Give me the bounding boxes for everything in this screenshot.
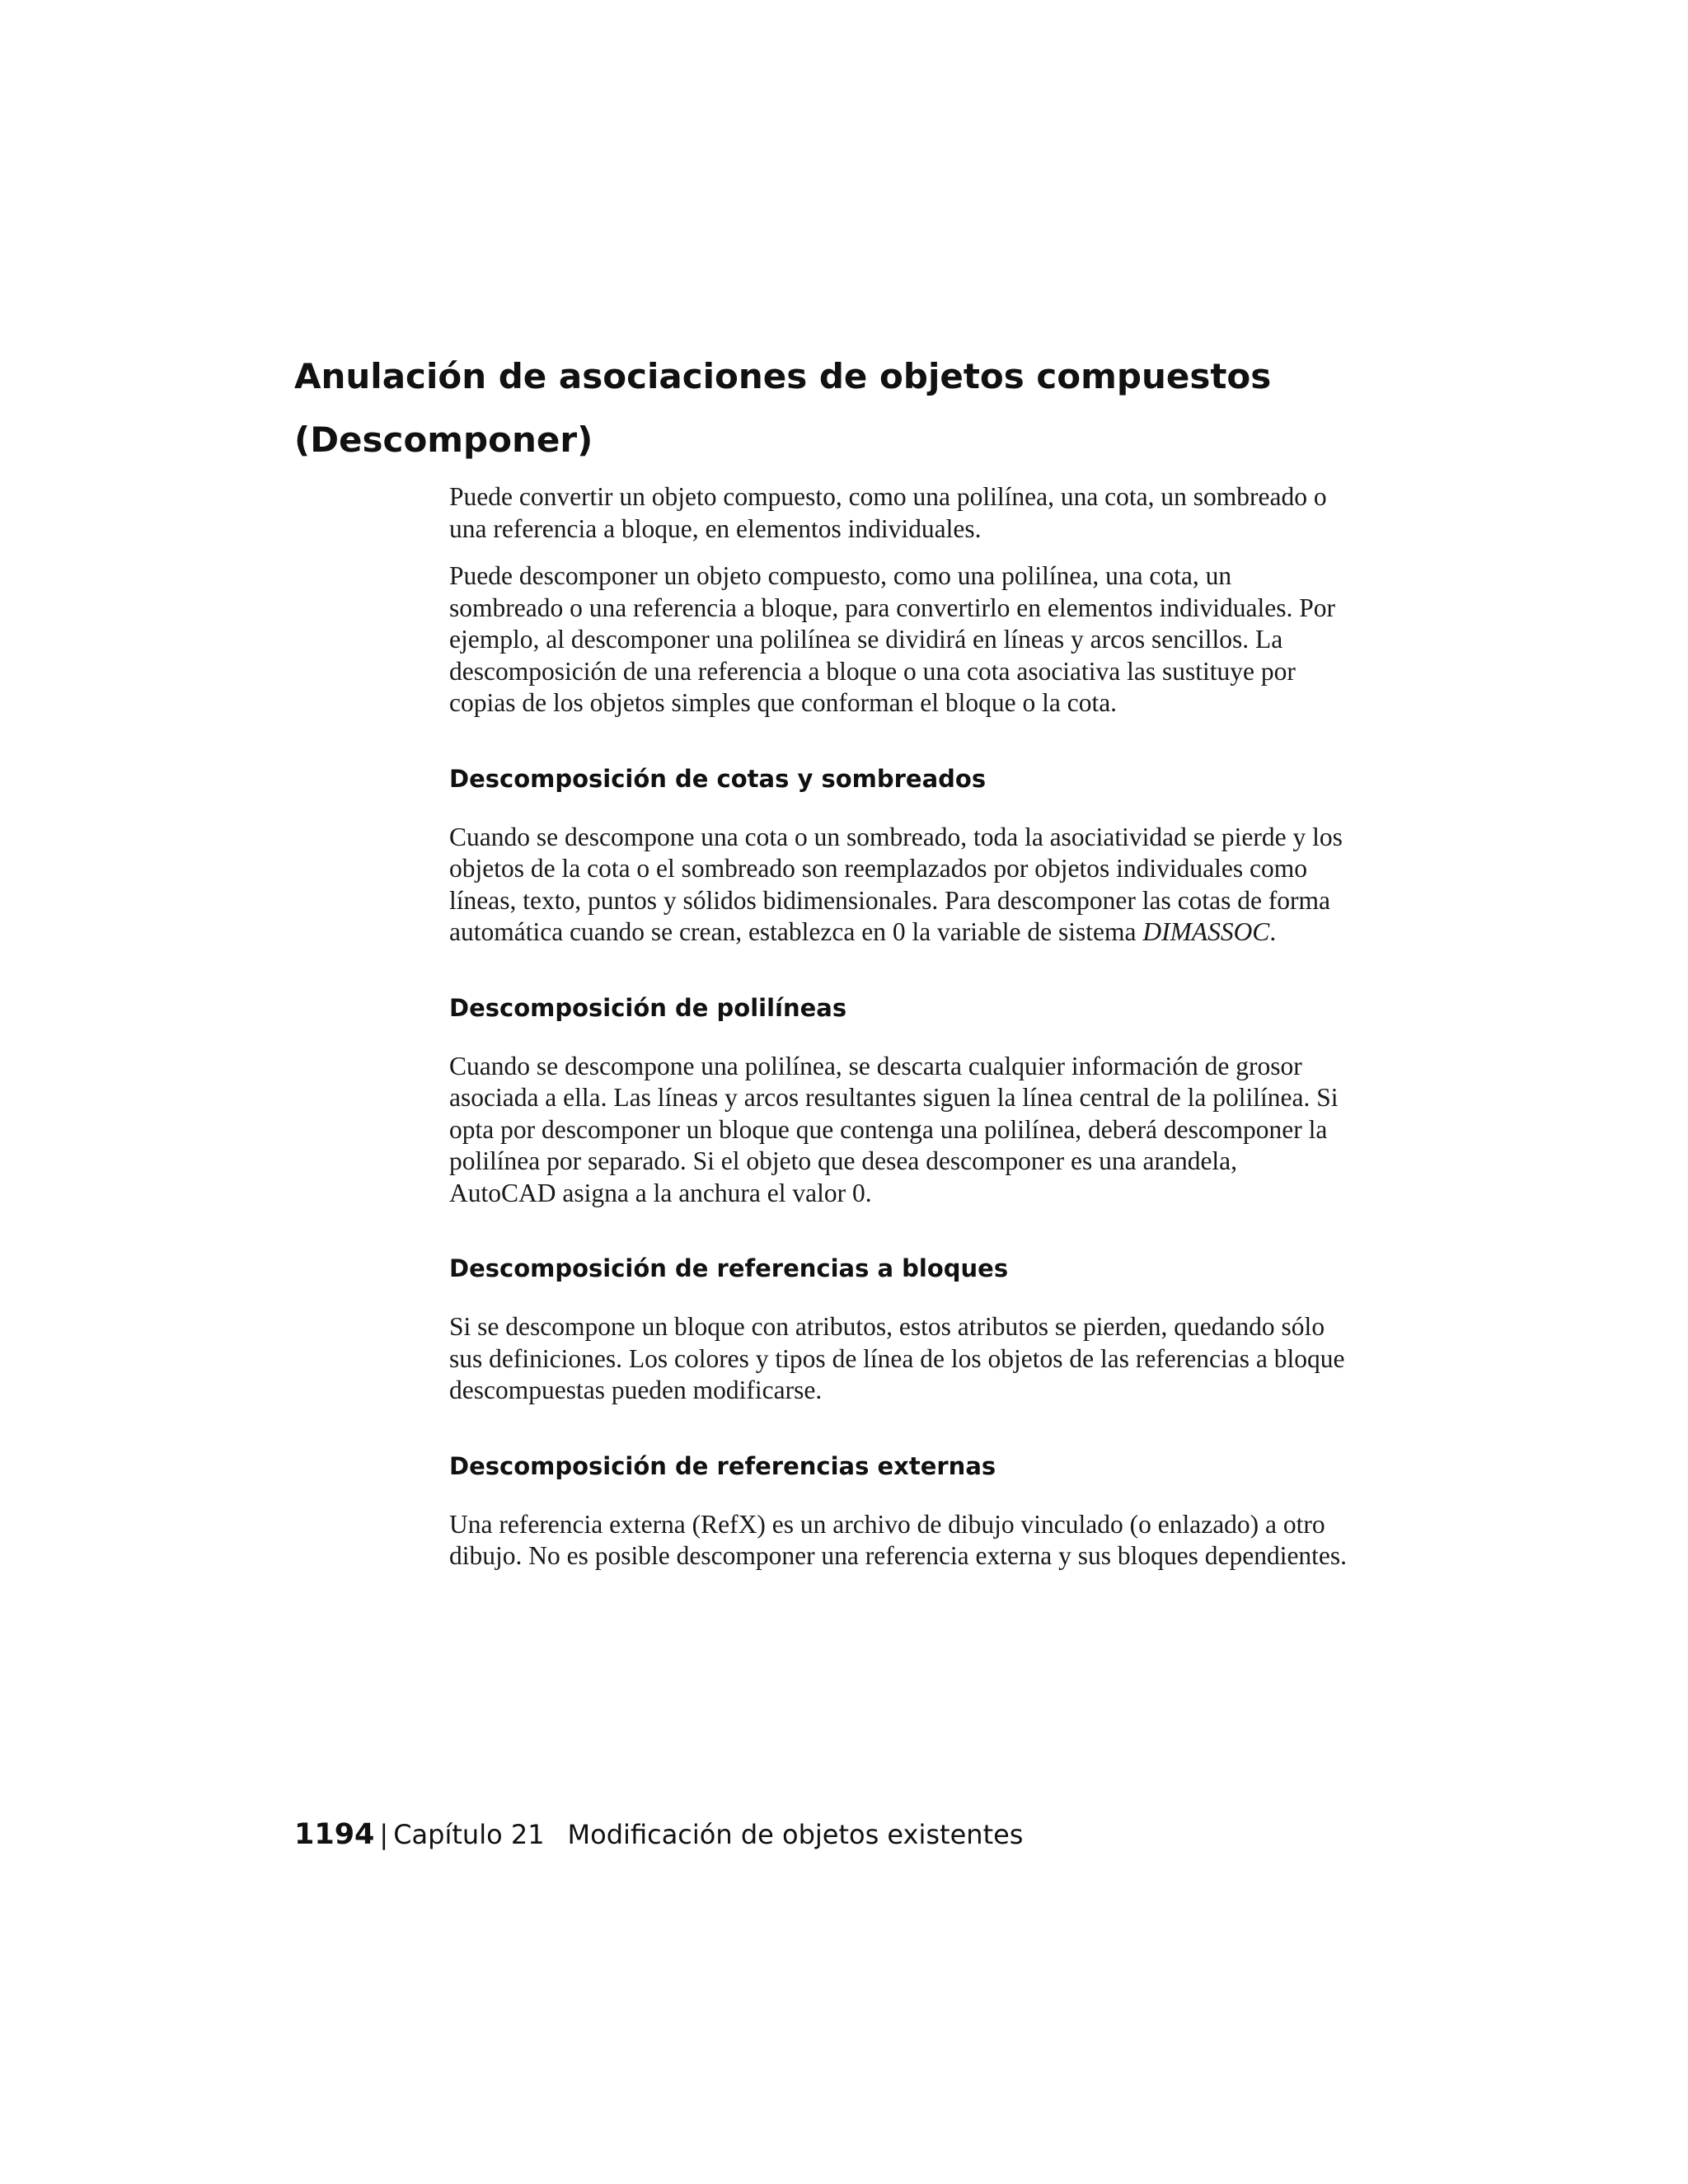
page-title-line-2: (Descomponer) — [294, 419, 593, 460]
page-footer — [294, 1816, 1023, 1853]
footer-separator: | — [379, 1819, 389, 1850]
section-text-polilineas: Cuando se descompone una polilínea, se descarta cualquier información de grosor asociada a ella. Las líneas y arcos resultantes siguen la línea central de la polilínea. Si opta por descomponer un bloque que contenga una polilínea, deberá descomponer la polilínea por separado. Si el objeto que desea descomponer es una arandela, AutoCAD asigna a la anchura el valor 0. — [449, 1051, 1339, 1207]
chapter-title: Modificación de objetos existentes — [567, 1819, 1024, 1850]
section-heading-bloques: Descomposición de referencias a bloques — [449, 1254, 1009, 1282]
page-number: 1194 — [294, 1818, 375, 1851]
intro-detail-paragraph: Puede descomponer un objeto compuesto, como una polilínea, una cota, un sombreado o una referencia a bloque, para convertirlo en elementos individuales. Por ejemplo, al descomponer una polilínea se dividirá en líneas y arcos sencillos. La descomposición de una referencia a bloque o una cota asociativa las sustituye por copias de los objetos simples que conforman el bloque o la cota. — [449, 561, 1335, 717]
section-text-cotas-body: Cuando se descompone una cota o un sombreado, toda la asociatividad se pierde y los objetos de la cota o el sombreado son reemplazados por objetos individuales como líneas, texto, puntos y sólidos bidimensionales. Para descomponer las cotas de forma automática cuando se crean, establezca en 0 la variable de sistema — [449, 822, 1343, 946]
page-title-line-1: Anulación de asociaciones de objetos compuestos — [294, 356, 1272, 396]
intro-paragraph: Puede convertir un objeto compuesto, como una polilínea, una cota, un sombreado o una referencia a bloque, en elementos individuales. — [449, 482, 1327, 543]
section-text-bloques: Si se descompone un bloque con atributos, estos atributos se pierden, quedando sólo sus definiciones. Los colores y tipos de línea de los objetos de las referencias a bloque descompuestas pueden modificarse. — [449, 1312, 1345, 1404]
section-heading-polilineas: Descomposición de polilíneas — [449, 993, 847, 1022]
section-text-refx: Una referencia externa (RefX) es un archivo de dibujo vinculado (o enlazado) a otro dibujo. No es posible descomponer una referencia externa y sus bloques dependientes. — [449, 1509, 1348, 1570]
chapter-label: Capítulo 21 — [393, 1819, 545, 1850]
main-content — [449, 481, 1348, 1572]
page-title — [294, 344, 1366, 471]
section-heading-refx: Descomposición de referencias externas — [449, 1451, 996, 1480]
section-text-cotas — [449, 822, 1348, 949]
section-text-cotas-end: . — [1269, 917, 1277, 946]
system-variable-name: DIMASSOC — [1142, 917, 1270, 946]
section-heading-cotas: Descomposición de cotas y sombreados — [449, 764, 987, 793]
